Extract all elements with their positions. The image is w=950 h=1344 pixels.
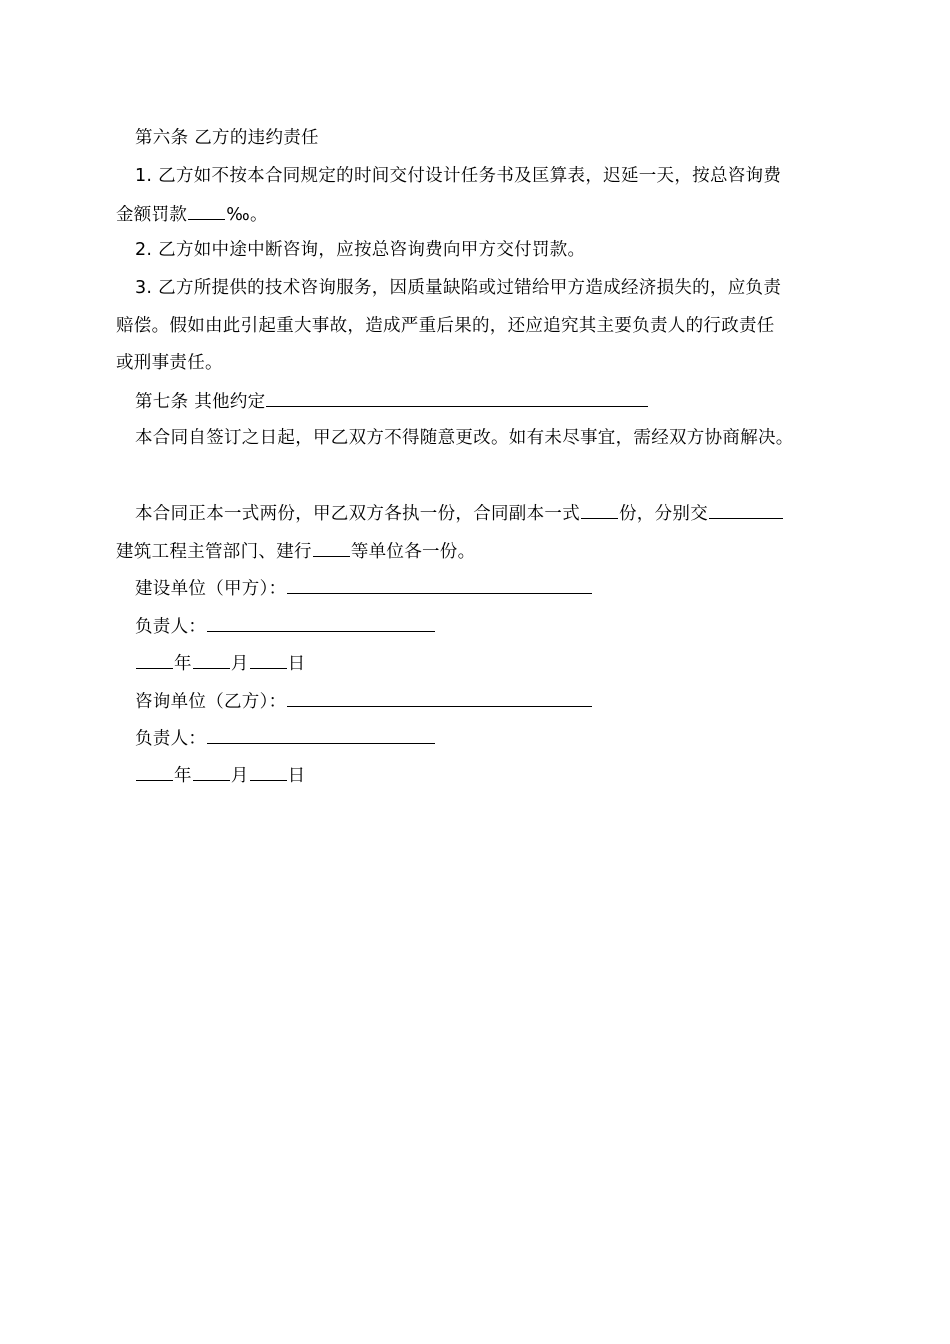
party-a-person-line: [135, 613, 436, 639]
party-b-person-line: [135, 725, 436, 751]
bank-branch-blank: [313, 538, 350, 557]
party-b-month-label: 月: [230, 766, 249, 786]
party-a-year-label: 年: [174, 654, 192, 674]
party-a-day-label: 日: [287, 654, 306, 674]
copies-recipient-blank: [709, 500, 783, 519]
party-a-unit-label: 建设单位（甲方）：: [135, 579, 287, 599]
penalty-rate-blank: [188, 201, 225, 220]
party-b-unit-line: [135, 688, 593, 714]
party-b-day-blank: [250, 762, 287, 781]
article6-item3-line1: 3. 乙方所提供的技术咨询服务，因质量缺陷或过错给甲方造成经济损失的，应负责: [135, 278, 782, 298]
party-b-person-blank: [207, 725, 435, 744]
copies-line1: [135, 500, 784, 526]
copies-line2: [116, 538, 475, 564]
article6-item3-line3: 或刑事责任。: [116, 353, 223, 373]
party-a-unit-line: [135, 575, 593, 601]
other-terms-blank: [266, 388, 648, 407]
article7-body: 本合同自签订之日起，甲乙双方不得随意更改。如有未尽事宜，需经双方协商解决。: [135, 428, 794, 448]
article6-item1-text: 金额罚款: [116, 205, 188, 225]
party-a-day-blank: [250, 650, 287, 669]
party-b-unit-label: 咨询单位（乙方）：: [135, 692, 287, 712]
party-a-unit-blank: [287, 575, 592, 594]
article7-heading: 第七条 其他约定: [135, 392, 266, 412]
copies-count-blank: [581, 500, 618, 519]
party-b-unit-blank: [287, 688, 592, 707]
party-a-person-blank: [207, 613, 435, 632]
copies-text-b: 份，分别交: [619, 504, 708, 524]
party-b-year-label: 年: [174, 766, 192, 786]
article6-item1-line2: [116, 201, 268, 227]
article7-heading-line: [135, 388, 649, 414]
party-b-month-blank: [193, 762, 230, 781]
article6-heading: 第六条 乙方的违约责任: [135, 128, 319, 148]
party-a-person-label: 负责人：: [135, 617, 207, 637]
article6-item2: 2. 乙方如中途中断咨询，应按总咨询费向甲方交付罚款。: [135, 240, 586, 260]
article6-item1-line1: 1. 乙方如不按本合同规定的时间交付设计任务书及匡算表，迟延一天，按总咨询费: [135, 166, 782, 186]
party-a-month-label: 月: [230, 654, 249, 674]
permille-text: ‰。: [226, 205, 268, 225]
party-a-year-blank: [136, 650, 173, 669]
copies-text-d: 等单位各一份。: [350, 542, 476, 562]
copies-text-a: 本合同正本一式两份，甲乙双方各执一份，合同副本一式: [135, 504, 580, 524]
article6-item3-line2: 赔偿。假如由此引起重大事故，造成严重后果的，还应追究其主要负责人的行政责任: [116, 316, 775, 336]
party-b-year-blank: [136, 762, 173, 781]
party-b-date-line: [135, 762, 305, 788]
party-b-person-label: 负责人：: [135, 729, 207, 749]
party-a-date-line: [135, 650, 305, 676]
copies-text-c: 建筑工程主管部门、建行: [116, 542, 312, 562]
party-b-day-label: 日: [287, 766, 306, 786]
party-a-month-blank: [193, 650, 230, 669]
